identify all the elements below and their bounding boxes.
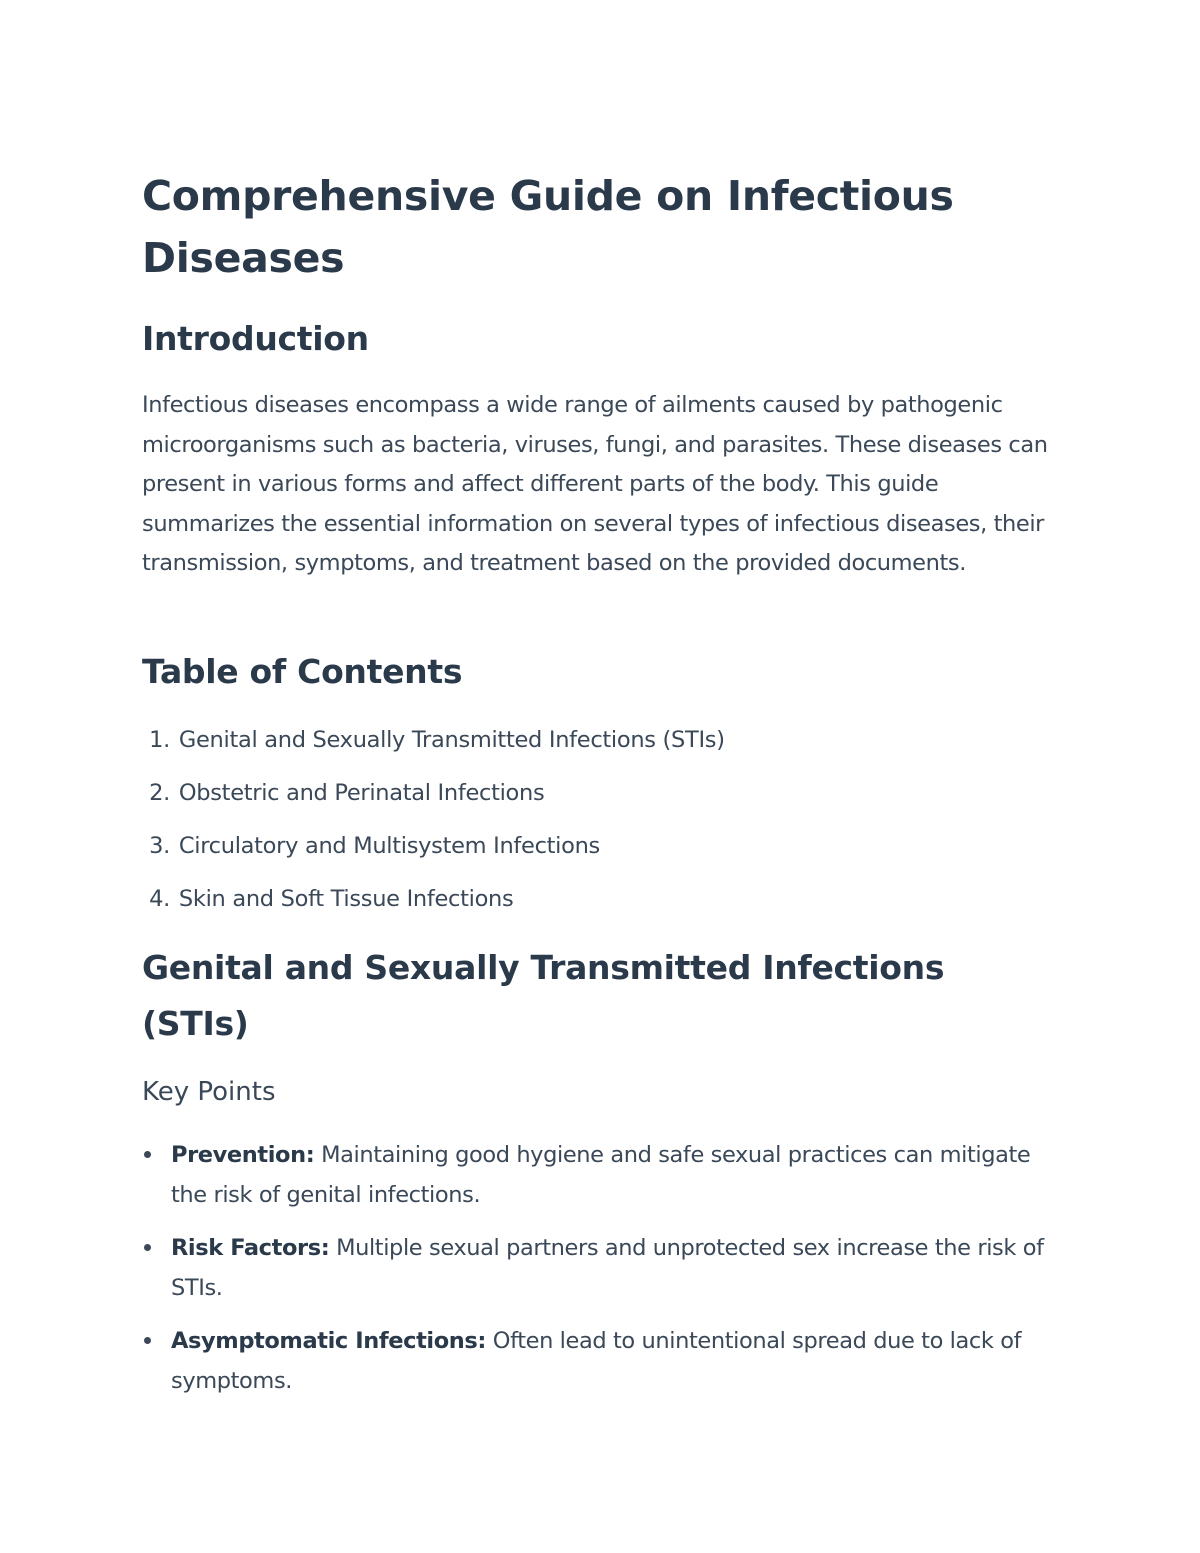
document-title: Comprehensive Guide on Infectious Diseases bbox=[142, 172, 954, 282]
toc-item-label[interactable]: Genital and Sexually Transmitted Infections (STIs) bbox=[178, 727, 725, 753]
toc-item-label[interactable]: Circulatory and Multisystem Infections bbox=[178, 833, 600, 859]
key-point-term: Asymptomatic Infections: bbox=[171, 1328, 487, 1354]
sti-section-heading: Genital and Sexually Transmitted Infections (STIs) bbox=[142, 948, 945, 1043]
key-point-text: Multiple sexual partners and unprotected sex increase the risk of STIs. bbox=[171, 1235, 1044, 1301]
list-item bbox=[142, 1228, 1062, 1308]
bullet-icon bbox=[144, 1337, 151, 1344]
toc-item-label[interactable]: Obstetric and Perinatal Infections bbox=[178, 780, 545, 806]
key-point-term: Risk Factors: bbox=[171, 1235, 330, 1261]
key-points-list bbox=[142, 1135, 1062, 1414]
toc-item[interactable] bbox=[142, 720, 1042, 773]
toc-item[interactable] bbox=[142, 773, 1042, 826]
list-item bbox=[142, 1135, 1062, 1215]
toc-item-number: 3. bbox=[149, 833, 170, 859]
introduction-heading: Introduction bbox=[142, 319, 369, 358]
toc-heading: Table of Contents bbox=[142, 652, 463, 691]
toc-item-number: 4. bbox=[149, 886, 170, 912]
key-point-text: Maintaining good hygiene and safe sexual practices can mitigate the risk of genital infections. bbox=[171, 1142, 1031, 1208]
introduction-paragraph: Infectious diseases encompass a wide range of ailments caused by pathogenic microorganisms such as bacteria, viruses, fungi, and parasites. These diseases can present in various forms and affect different parts of the body. This guide summarizes the essential information on several types of infectious diseases, their transmission, symptoms, and treatment based on the provided documents. bbox=[142, 392, 1048, 576]
key-point-term: Prevention: bbox=[171, 1142, 315, 1168]
key-points-subheading: Key Points bbox=[142, 1077, 276, 1107]
bullet-icon bbox=[144, 1151, 151, 1158]
toc-item-number: 2. bbox=[149, 780, 170, 806]
table-of-contents bbox=[142, 720, 1042, 932]
toc-item[interactable] bbox=[142, 879, 1042, 932]
bullet-icon bbox=[144, 1244, 151, 1251]
toc-item-label[interactable]: Skin and Soft Tissue Infections bbox=[178, 886, 514, 912]
list-item bbox=[142, 1321, 1062, 1401]
toc-item-number: 1. bbox=[149, 727, 170, 753]
key-point-text: Often lead to unintentional spread due to lack of symptoms. bbox=[171, 1328, 1022, 1394]
toc-item[interactable] bbox=[142, 826, 1042, 879]
